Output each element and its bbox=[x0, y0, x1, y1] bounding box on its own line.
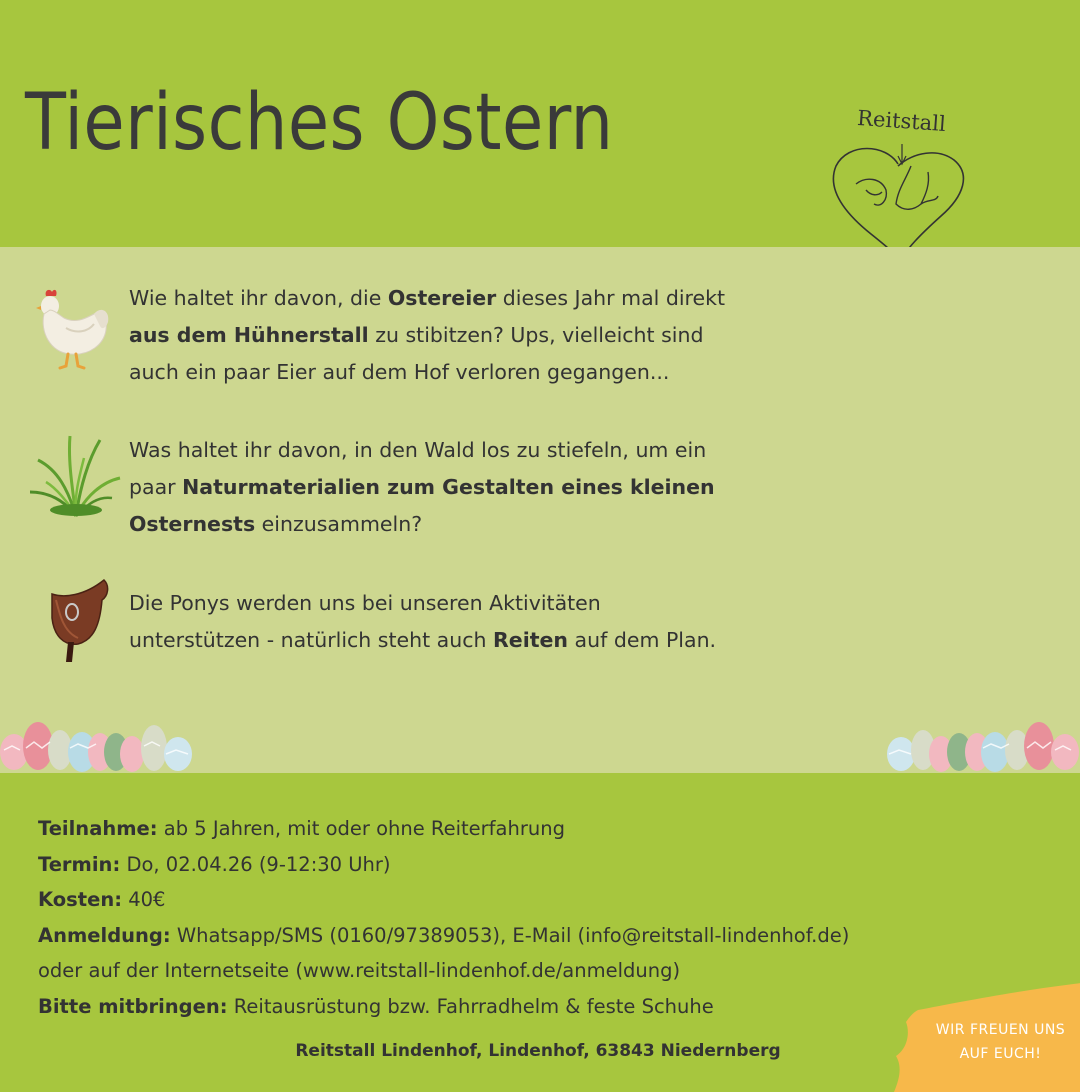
chicken-icon bbox=[36, 288, 114, 374]
paragraph-1 bbox=[129, 280, 769, 391]
paragraph-2 bbox=[129, 432, 769, 543]
paragraph-3-line-2: unterstützen - natürlich steht auch Reiten auf dem Plan. bbox=[129, 628, 717, 652]
info-cost: Kosten: 40€ bbox=[38, 888, 166, 911]
logo-top-text: Reitstall bbox=[856, 105, 947, 137]
page-title: Tierisches Ostern bbox=[25, 78, 614, 168]
paragraph-2-line-3: Osternests einzusammeln? bbox=[129, 512, 423, 536]
info-registration-website: oder auf der Internetseite (www.reitstall-lindenhof.de/anmeldung) bbox=[38, 959, 681, 982]
easter-eggs-left bbox=[0, 718, 200, 774]
paragraph-1-line-1: Wie haltet ihr davon, die Ostereier dieses Jahr mal direkt bbox=[129, 286, 726, 310]
grass-icon bbox=[28, 430, 124, 518]
paragraph-3 bbox=[129, 585, 769, 659]
footer-address: Reitstall Lindenhof, Lindenhof, 63843 Niedernberg bbox=[295, 1041, 781, 1061]
info-bring: Bitte mitbringen: Reitausrüstung bzw. Fahrradhelm & feste Schuhe bbox=[38, 994, 714, 1018]
event-info bbox=[38, 811, 849, 1024]
welcome-badge-text: WIR FREUEN UNS AUF EUCH! bbox=[935, 1022, 1066, 1062]
paragraph-3-line-1: Die Ponys werden uns bei unseren Aktivitäten bbox=[129, 591, 601, 615]
paragraph-2-line-2: paar Naturmaterialien zum Gestalten eines kleinen bbox=[129, 475, 715, 499]
easter-eggs-right bbox=[885, 718, 1080, 774]
info-registration: Anmeldung: Whatsapp/SMS (0160/97389053), E-Mail (info@reitstall-lindenhof.de) bbox=[38, 923, 850, 947]
info-participation: Teilnahme: ab 5 Jahren, mit oder ohne Reiterfahrung bbox=[38, 817, 565, 840]
paragraph-1-line-3: auch ein paar Eier auf dem Hof verloren gegangen... bbox=[129, 360, 670, 384]
info-date: Termin: Do, 02.04.26 (9-12:30 Uhr) bbox=[38, 852, 391, 876]
paragraph-2-line-1: Was haltet ihr davon, in den Wald los zu stiefeln, um ein bbox=[129, 438, 707, 462]
paragraph-1-line-2: aus dem Hühnerstall zu stibitzen? Ups, vielleicht sind bbox=[129, 323, 704, 347]
saddle-icon bbox=[44, 576, 114, 664]
